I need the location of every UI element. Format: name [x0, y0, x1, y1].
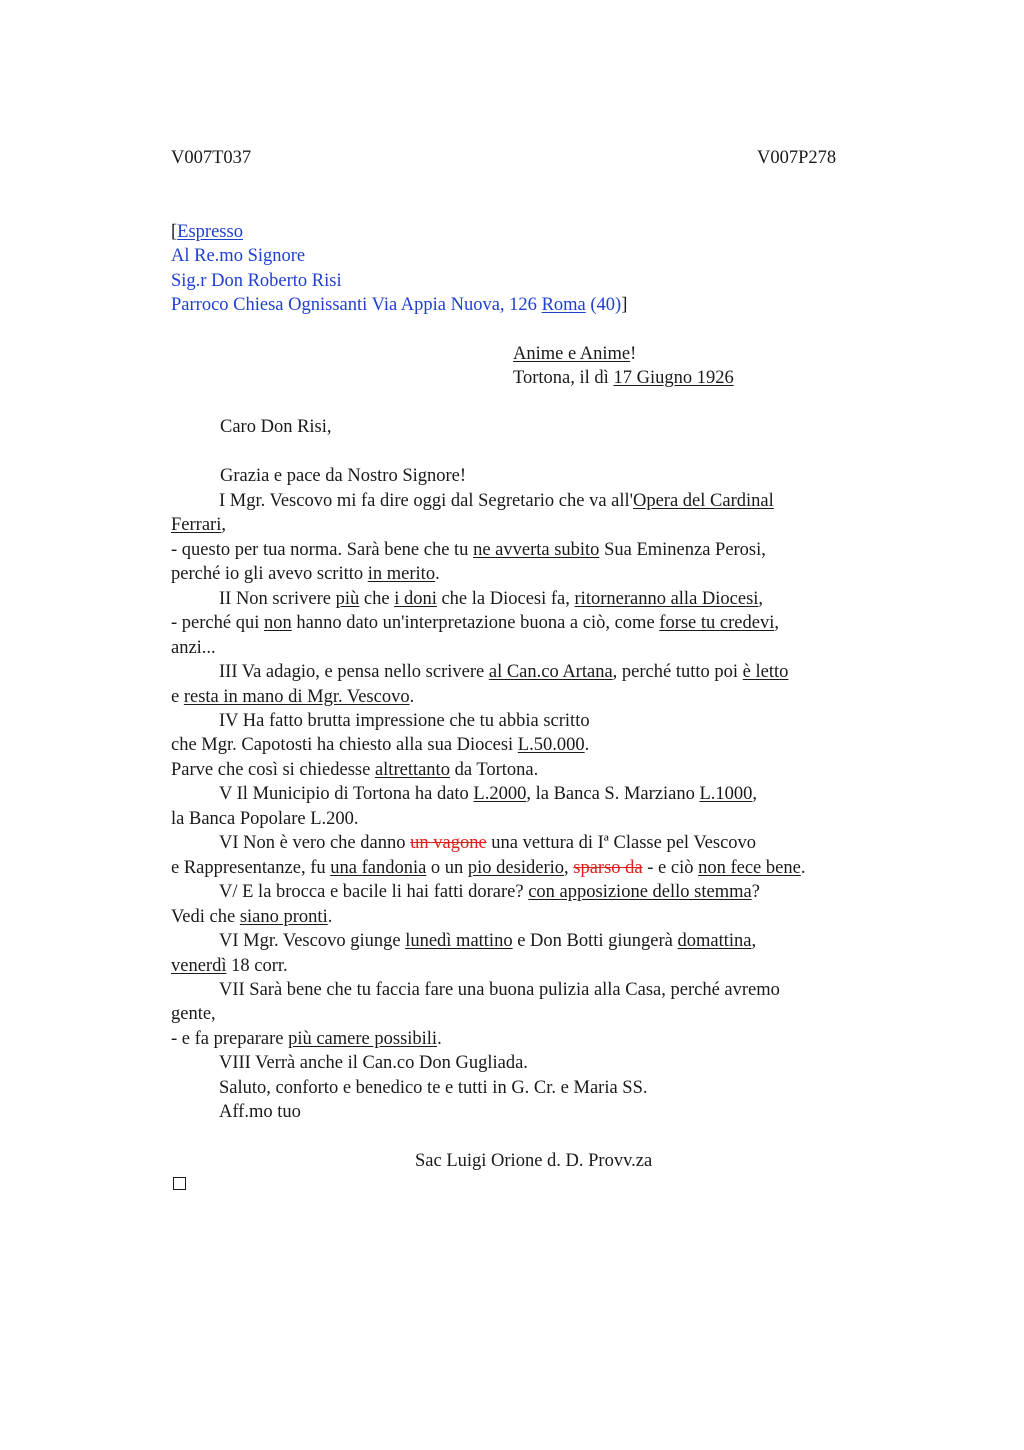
body-text: hanno dato un'interpretazione buona a ciò, come	[291, 613, 660, 633]
body-text: , la Banca S. Marziano	[526, 784, 700, 804]
greeting: Grazia e pace da Nostro Signore!	[220, 466, 467, 486]
body-line-6	[171, 611, 779, 636]
bracket-close: ]	[621, 295, 628, 315]
body-text: V Il Municipio di Tortona ha dato	[219, 784, 474, 804]
underlined-text: non fece bene	[698, 858, 801, 878]
body-line-2	[171, 513, 226, 538]
body-text: che	[359, 589, 395, 609]
underlined-text: resta in mano di Mgr. Vescovo	[183, 687, 410, 707]
underlined-text: non	[263, 613, 292, 633]
body-text: ,	[752, 784, 758, 804]
body-text: .	[327, 907, 333, 927]
body-line-17	[171, 880, 760, 905]
underlined-text: è letto	[742, 662, 789, 682]
address-line-4	[171, 293, 627, 318]
underlined-text: una fandonia	[330, 858, 427, 878]
address-line-2: Al Re.mo Signore	[171, 246, 306, 266]
underlined-text: ne avverta subito	[473, 540, 600, 560]
body-text: - e ciò	[642, 858, 699, 878]
body-line-21: VII Sarà bene che tu faccia fare una buona pulizia alla Casa, perché avremo	[219, 980, 780, 1000]
address-street: Parroco Chiesa Ognissanti Via Appia Nuova, 126	[171, 295, 542, 315]
body-text: , perché tutto poi	[612, 662, 743, 682]
address-code: (40)	[585, 295, 622, 315]
body-line-1	[171, 489, 774, 514]
body-line-13	[171, 782, 757, 807]
roma-link[interactable]: Roma	[541, 295, 586, 315]
body-line-22: gente,	[171, 1004, 216, 1024]
body-text: ,	[221, 515, 226, 535]
body-text: V/ E la brocca e bacile li hai fatti dorare?	[219, 882, 529, 902]
motto: Anime e Anime	[513, 344, 631, 364]
body-line-25: Saluto, conforto e benedico te e tutti in G. Cr. e Maria SS.	[219, 1078, 648, 1098]
underlined-text: domattina	[677, 931, 752, 951]
body-line-5	[171, 587, 763, 612]
body-text: che la Diocesi fa,	[436, 589, 575, 609]
body-text: VI Non è vero che danno	[219, 833, 411, 853]
motto-line	[513, 342, 636, 367]
body-line-23	[171, 1027, 442, 1052]
bracket-open: [	[171, 222, 178, 242]
body-line-3	[171, 538, 766, 563]
body-line-10: IV Ha fatto brutta impressione che tu abbia scritto	[219, 711, 590, 731]
underlined-text: più	[335, 589, 360, 609]
body-text: che Mgr. Capotosti ha chiesto alla sua Diocesi	[171, 735, 518, 755]
body-text: e Rappresentanze, fu	[171, 858, 331, 878]
body-text: Vedi che	[171, 907, 240, 927]
body-line-15	[171, 831, 756, 856]
body-text: ?	[751, 882, 760, 902]
body-text: .	[435, 564, 440, 584]
body-text: ,	[751, 931, 757, 951]
body-text: - e fa preparare	[171, 1029, 289, 1049]
body-line-20	[171, 954, 288, 979]
underlined-text: Ferrari	[171, 515, 222, 535]
body-line-14: la Banca Popolare L.200.	[171, 809, 359, 829]
body-line-7: anzi...	[171, 638, 216, 658]
deleted-text: sparso da	[573, 858, 643, 878]
body-line-9	[171, 685, 414, 710]
body-line-16	[171, 856, 805, 881]
checkbox-icon[interactable]	[173, 1177, 186, 1190]
underlined-text: pio desiderio	[467, 858, 564, 878]
body-text: .	[584, 735, 590, 755]
doc-code-left: V007T037	[171, 148, 252, 168]
body-line-26: Aff.mo tuo	[219, 1102, 301, 1122]
underlined-text: venerdì	[171, 956, 227, 976]
body-text: II Non scrivere	[219, 589, 336, 609]
espresso-link[interactable]: Espresso	[177, 222, 243, 242]
body-text: .	[409, 687, 415, 707]
underlined-text: siano pronti	[239, 907, 328, 927]
underlined-text: altrettanto	[374, 760, 450, 780]
body-text: ,	[758, 589, 764, 609]
underlined-text: L.2000	[473, 784, 527, 804]
underlined-text: ritorneranno alla Diocesi	[574, 589, 759, 609]
underlined-text: in merito	[367, 564, 436, 584]
underlined-text: con apposizione dello stemma	[528, 882, 752, 902]
body-text: e Don Botti giungerà	[512, 931, 678, 951]
deleted-text: un vagone	[410, 833, 487, 853]
body-text: III Va adagio, e pensa nello scrivere	[219, 662, 489, 682]
body-text: da Tortona.	[449, 760, 539, 780]
doc-code-right: V007P278	[757, 148, 837, 168]
underlined-text: L.1000	[699, 784, 753, 804]
address-line-1	[171, 220, 243, 245]
letter-date: 17 Giugno 1926	[613, 368, 734, 388]
underlined-text: L.50.000	[517, 735, 585, 755]
body-text: .	[800, 858, 806, 878]
body-text: ,	[564, 858, 574, 878]
address-line-3: Sig.r Don Roberto Risi	[171, 271, 342, 291]
body-line-18	[171, 905, 332, 930]
body-line-4	[171, 562, 440, 587]
body-line-19	[171, 929, 756, 954]
body-text: I Mgr. Vescovo mi fa dire oggi dal Segretario che va all'	[219, 491, 633, 511]
body-line-24: VIII Verrà anche il Can.co Don Gugliada.	[219, 1053, 528, 1073]
body-text: .	[437, 1029, 442, 1049]
body-line-8	[171, 660, 788, 685]
body-text: e	[171, 687, 184, 707]
underlined-text: più camere possibili	[288, 1029, 438, 1049]
place: Tortona, il dì	[513, 368, 614, 388]
body-text: - perché qui	[171, 613, 264, 633]
underlined-text: forse tu credevi	[659, 613, 775, 633]
body-text: Sua Eminenza Perosi,	[599, 540, 766, 560]
underlined-text: Opera del Cardinal	[632, 491, 774, 511]
underlined-text: al Can.co Artana	[488, 662, 613, 682]
salutation: Caro Don Risi,	[220, 417, 332, 437]
body-text: una vettura di Iª Classe pel Vescovo	[486, 833, 757, 853]
body-line-12	[171, 758, 538, 783]
date-line	[513, 366, 734, 391]
body-text: 18 corr.	[226, 956, 288, 976]
signature: Sac Luigi Orione d. D. Provv.za	[415, 1151, 653, 1171]
body-text: perché io gli avevo scritto	[171, 564, 368, 584]
body-text: - questo per tua norma. Sarà bene che tu	[171, 540, 474, 560]
body-line-11	[171, 733, 589, 758]
body-text: o un	[426, 858, 468, 878]
body-text: ,	[774, 613, 779, 633]
underlined-text: i doni	[394, 589, 437, 609]
body-text: VI Mgr. Vescovo giunge	[219, 931, 406, 951]
body-text: Parve che così si chiedesse	[171, 760, 375, 780]
motto-bang: !	[630, 344, 637, 364]
underlined-text: lunedì mattino	[405, 931, 513, 951]
